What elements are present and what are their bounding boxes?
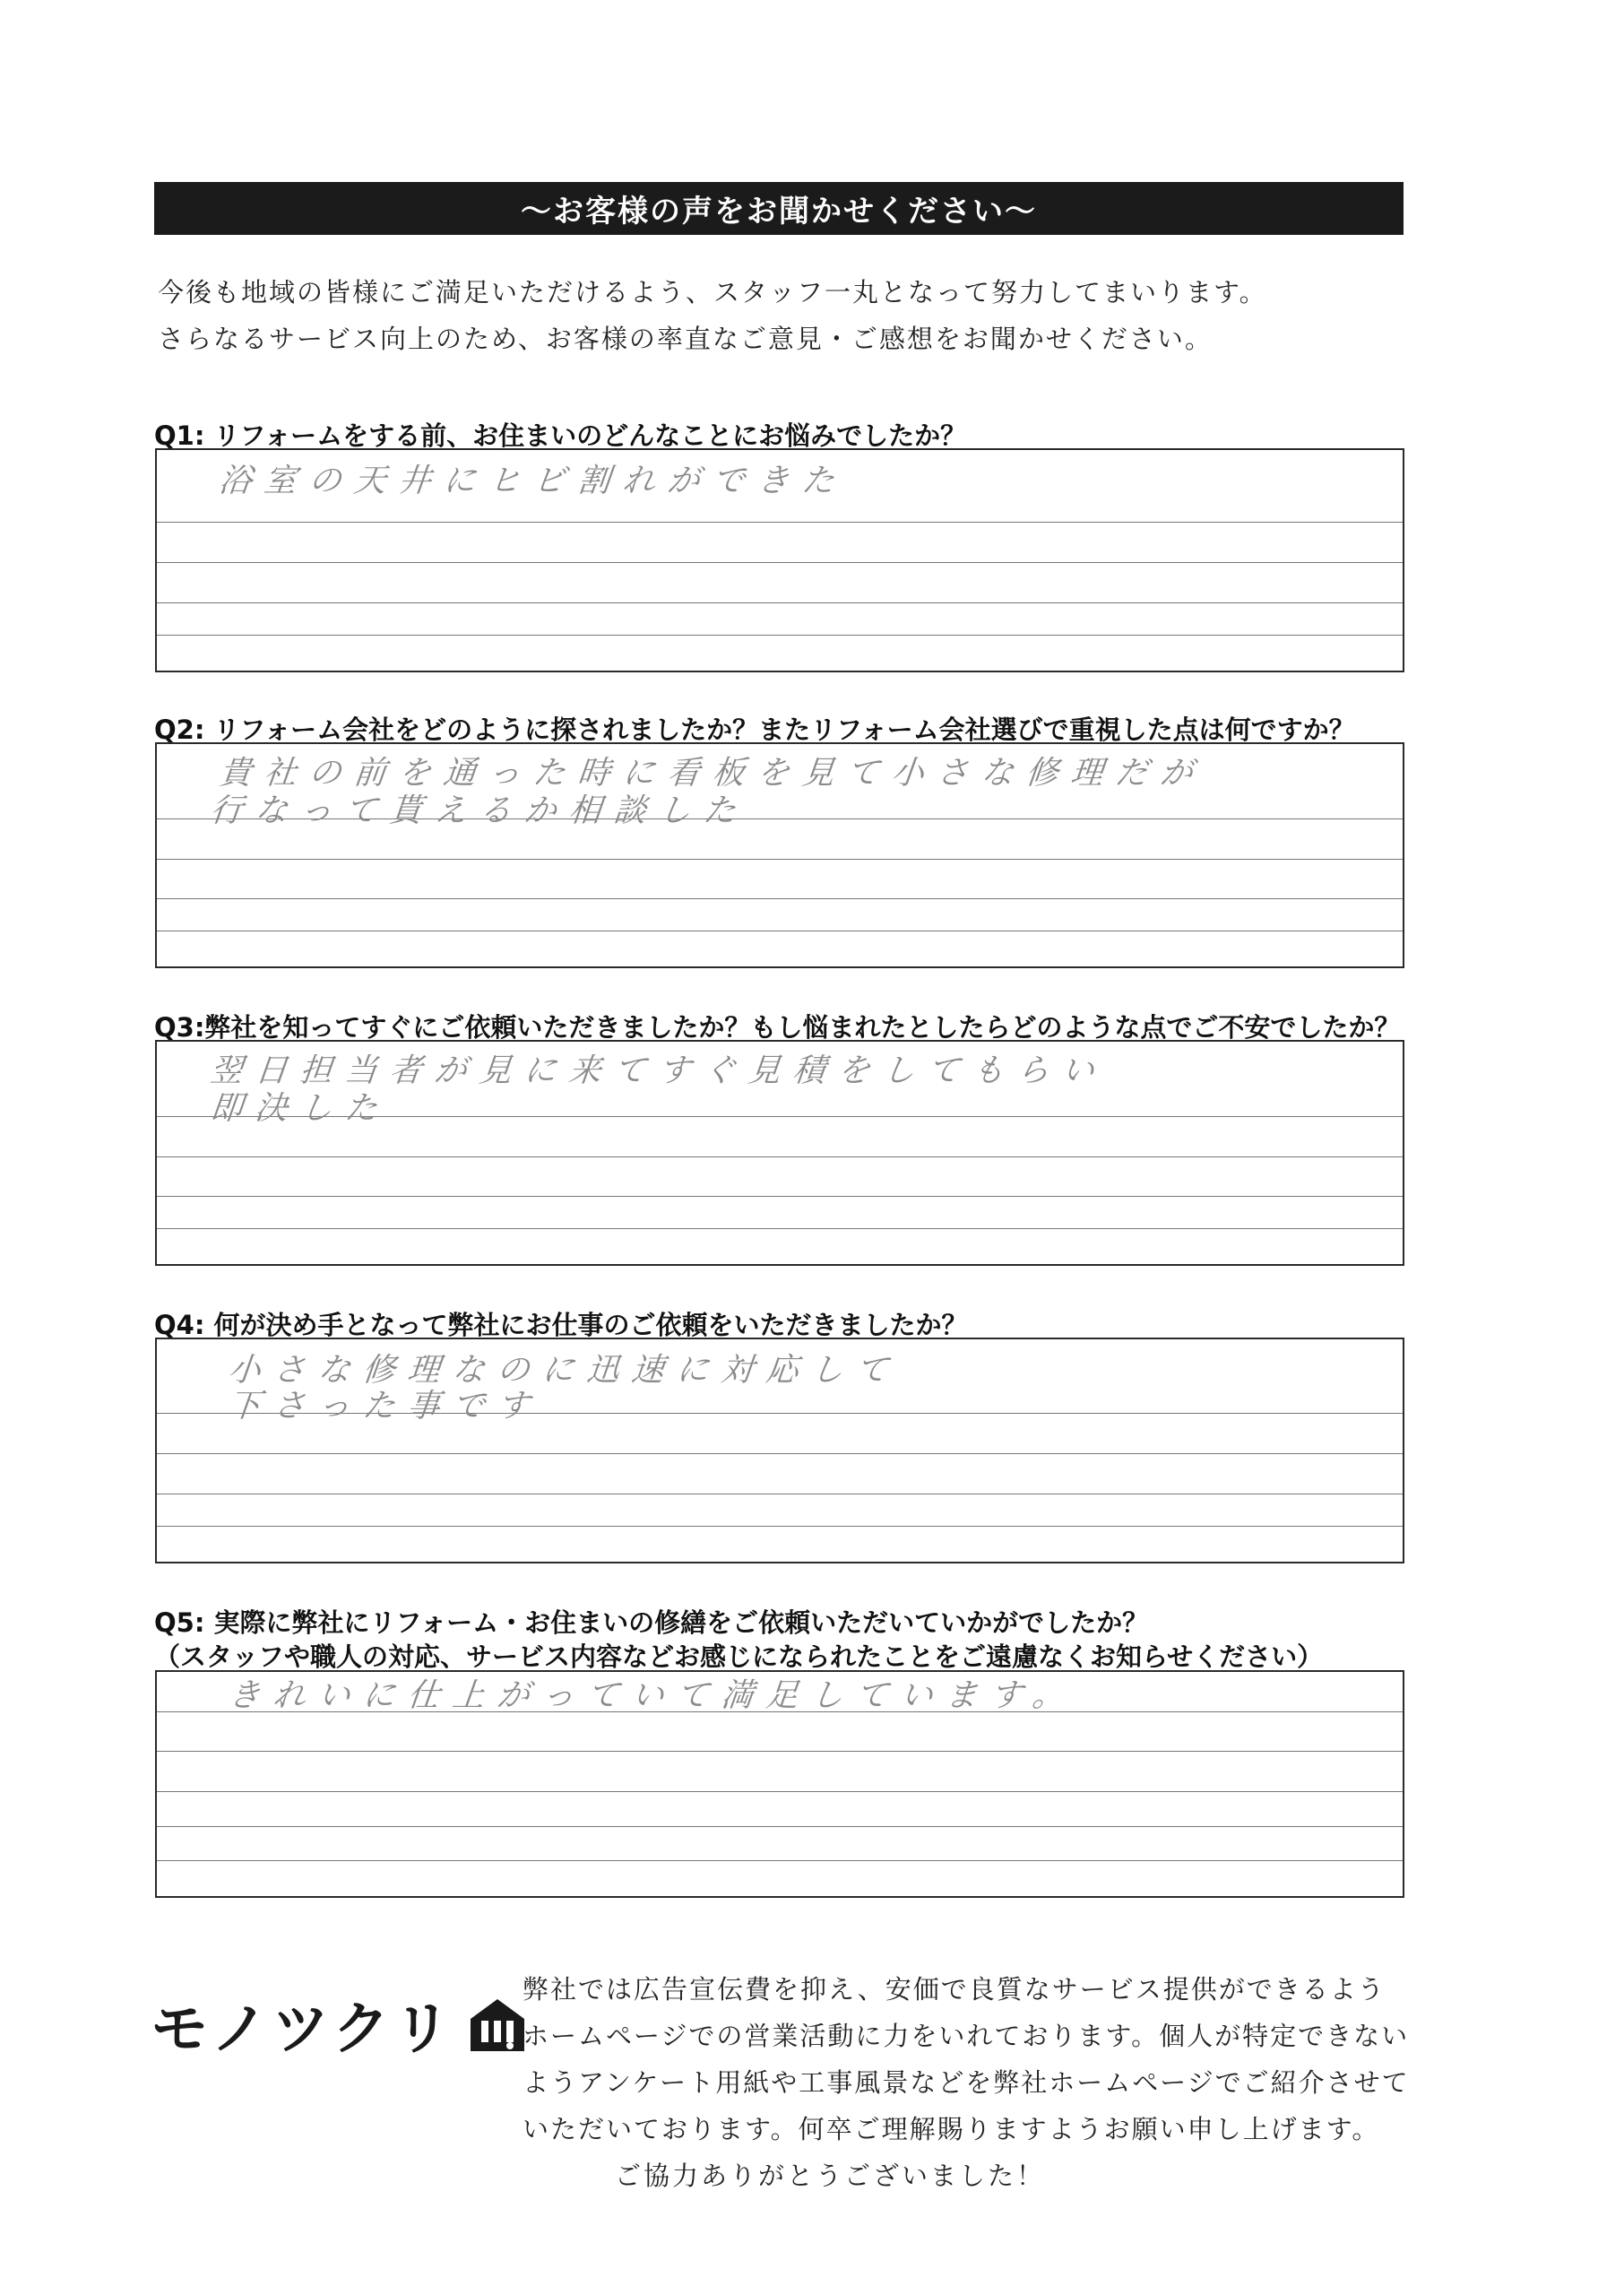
answer-rule [157,1860,1403,1861]
answer-box-3 [155,1040,1404,1266]
answer-5-line-1: きれいに仕上がっていて満足しています。 [226,1677,1079,1714]
answer-rule [157,1526,1403,1527]
intro-text [158,269,1412,362]
footer-notice [523,1966,1419,2152]
answer-box-4 [155,1338,1404,1563]
answer-3-line-1: 翌日担当者が見に来てすぐ見積をしてもらい [208,1052,1109,1089]
question-4-label: Q4: 何が決め手となって弊社にお仕事のご依頼をいただきましたか？ [154,1310,968,1340]
answer-rule [157,1751,1403,1752]
question-3-label: Q3:弊社を知ってすぐにご依頼いただきましたか？もし悩まれたとしたらどのような点でご不安でしたか？ [154,1012,1401,1043]
question-2-label: Q2: リフォーム会社をどのように探されましたか？またリフォーム会社選びで重視した点は何ですか？ [154,714,1355,745]
answer-rule [157,635,1403,636]
thanks-message: ご協力ありがとうございました！ [615,2161,1046,2191]
answer-2-line-1: 貴社の前を通った時に看板を見て小さな修理だが [217,755,1207,792]
answer-rule [157,1228,1403,1229]
answer-2-line-2: 行なって貰えるか相談した [208,792,750,829]
question-5-label: Q5: 実際に弊社にリフォーム・お住まいの修繕をご依頼いただいていかがでしたか？ [154,1607,1149,1638]
company-logo [151,1988,528,2063]
answer-rule [157,1156,1403,1157]
question-5-sublabel: （スタッフや職人の対応、サービス内容などお感じになられたことをご遠慮なくお知らせください） [154,1641,1324,1672]
answer-rule [157,1453,1403,1454]
answer-4-line-1: 小さな修理なのに迅速に対応して [226,1352,903,1389]
answer-rule [157,602,1403,603]
question-1-label: Q1: リフォームをする前、お住まいのどんなことにお悩みでしたか？ [154,420,967,451]
answer-box-2 [155,742,1404,968]
page-title: ～お客様の声をお聞かせください～ [154,182,1404,235]
answer-4-line-2: 下さった事です [226,1388,544,1425]
footer-line-1: 弊社では広告宣伝費を抑え、安価で良質なサービス提供ができるよう [523,1974,1386,2005]
footer-line-3: ようアンケート用紙や工事風景などを弊社ホームページでご紹介させて [523,2067,1410,2098]
answer-box-1 [155,448,1404,672]
logo-text: モノツクリ [151,1996,454,2063]
answer-rule [157,898,1403,899]
answer-rule [157,1196,1403,1197]
answer-rule [157,1791,1403,1792]
answer-rule [157,1826,1403,1827]
answer-rule [157,859,1403,860]
intro-line-1: 今後も地域の皆様にご満足いただけるよう、スタッフ一丸となって努力してまいります。 [158,277,1267,307]
footer-line-2: ホームページでの営業活動に力をいれております。個人が特定できない [523,2021,1410,2051]
answer-3-line-2: 即決した [208,1090,392,1127]
footer-line-4: いただいております。何卒ご理解賜りますようお願い申し上げます。 [523,2114,1380,2144]
intro-line-2: さらなるサービス向上のため、お客様の率直なご意見・ご感想をお聞かせください。 [158,324,1213,354]
answer-rule [157,562,1403,563]
answer-1-line-1: 浴室の天井にヒビ割れができた [217,463,849,499]
answer-box-5 [155,1670,1404,1898]
answer-rule [157,522,1403,523]
house-logo-icon [467,1994,528,2055]
